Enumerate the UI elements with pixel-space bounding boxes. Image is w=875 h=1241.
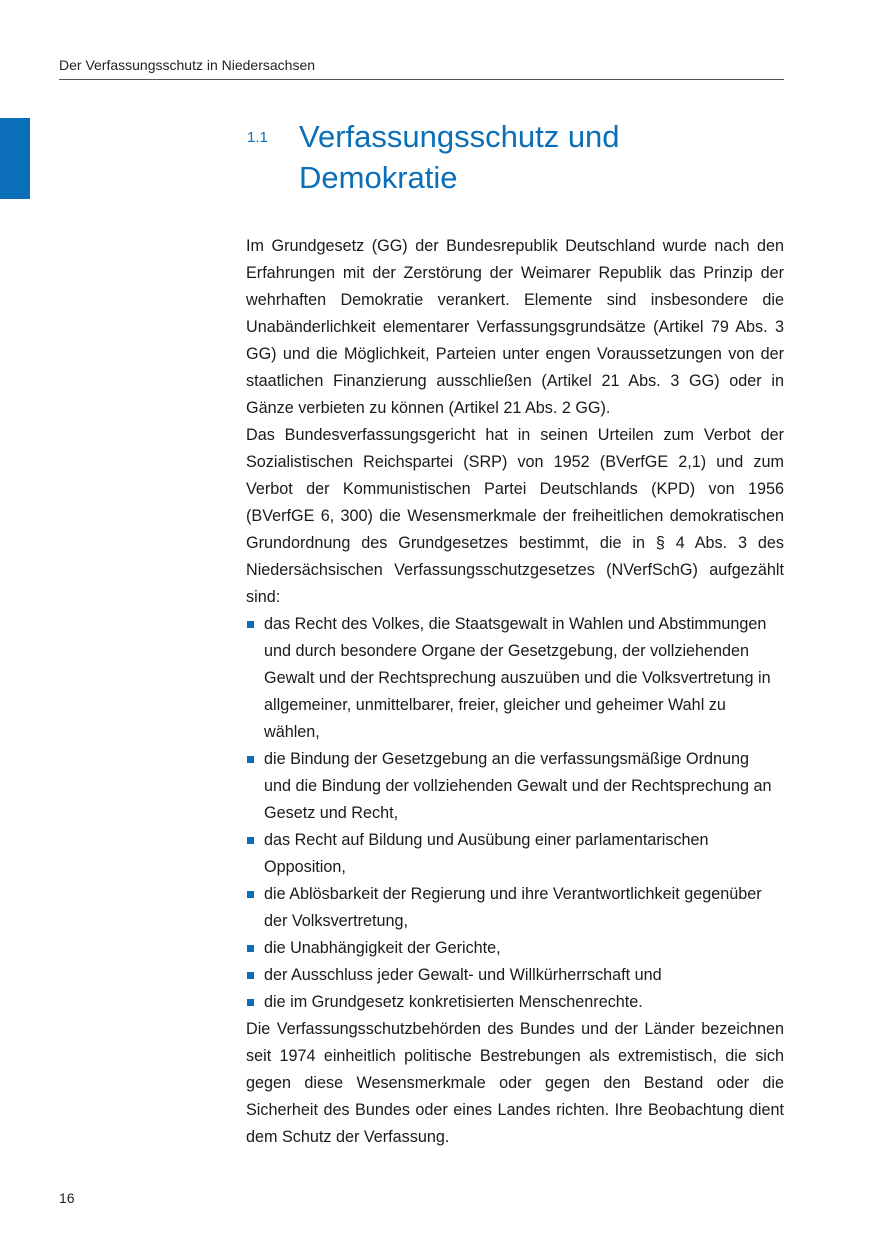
list-item (246, 989, 784, 1016)
square-bullet-icon (247, 972, 254, 979)
running-header: Der Verfassungsschutz in Niedersachsen (59, 57, 316, 73)
list-item (246, 881, 784, 935)
list-item-text: die Ablösbarkeit der Regierung und ihre Verantwortlichkeit gegenüber der Volksvertretung, (264, 885, 762, 930)
square-bullet-icon (247, 945, 254, 952)
list-item-text: das Recht des Volkes, die Staatsgewalt in Wahlen und Abstimmungen und durch besondere Organe der Gesetzgebung, der vollziehenden Gewalt und der Rechtsprechung auszuüben und die Volksvertretung in allgemeiner, unmittelbarer, freier, gleicher und geheimer Wahl zu wählen, (264, 615, 771, 741)
list-item (246, 935, 784, 962)
list-item-text: der Ausschluss jeder Gewalt- und Willkürherrschaft und (264, 966, 662, 984)
header-divider (59, 79, 784, 80)
list-item (246, 827, 784, 881)
section-title: Verfassungsschutz und Demokratie (299, 119, 620, 195)
square-bullet-icon (247, 999, 254, 1006)
square-bullet-icon (247, 756, 254, 763)
body-text (246, 233, 784, 1151)
list-item-text: die Bindung der Gesetzgebung an die verfassungsmäßige Ordnung und die Bindung der vollziehenden Gewalt und der Rechtsprechung an Gesetz und Recht, (264, 750, 772, 822)
list-item-text: das Recht auf Bildung und Ausübung einer parlamentarischen Opposition, (264, 831, 709, 876)
list-item-text: die Unabhängigkeit der Gerichte, (264, 939, 501, 957)
list-item (246, 962, 784, 989)
square-bullet-icon (247, 891, 254, 898)
paragraph-court-rulings: Das Bundesverfassungsgericht hat in seinen Urteilen zum Verbot der Sozialistischen Reichspartei (SRP) von 1952 (BVerfGE 2,1) und zum Verbot der Kommunistischen Partei Deutschlands (KPD) von 1956 (BVerfGE 6, 300) die Wesensmerkmale der freiheitlichen demokratischen Grundordnung des Grundgesetzes bestimmt, die in § 4 Abs. 3 des Niedersächsischen Verfassungsschutzgesetzes (NVerfSchG) aufgezählt sind: (246, 426, 784, 606)
paragraph-extremism: Die Verfassungsschutzbehörden des Bundes und der Länder bezeichnen seit 1974 einheitlich politische Bestrebungen als extremistisch, die sich gegen diese Wesensmerkmale oder gegen den Bestand oder die Sicherheit des Bundes oder eines Landes richten. Ihre Beobachtung dient dem Schutz der Verfassung. (246, 1020, 784, 1146)
principles-list (246, 611, 784, 1016)
section-number: 1.1 (247, 129, 268, 146)
square-bullet-icon (247, 621, 254, 628)
page-number: 16 (59, 1190, 75, 1206)
square-bullet-icon (247, 837, 254, 844)
paragraph-intro: Im Grundgesetz (GG) der Bundesrepublik Deutschland wurde nach den Erfahrungen mit der Zerstörung der Weimarer Republik das Prinzip der wehrhaften Demokratie verankert. Elemente sind insbesondere die Unabänderlichkeit elementarer Verfassungsgrundsätze (Artikel 79 Abs. 3 GG) und die Möglichkeit, Parteien unter engen Voraussetzungen von der staatlichen Finanzierung ausschließen (Artikel 21 Abs. 3 GG) oder in Gänze verbieten zu können (Artikel 21 Abs. 2 GG). (246, 237, 784, 417)
list-item (246, 746, 784, 827)
list-item (246, 611, 784, 746)
chapter-side-tab (0, 118, 30, 199)
list-item-text: die im Grundgesetz konkretisierten Menschenrechte. (264, 993, 643, 1011)
